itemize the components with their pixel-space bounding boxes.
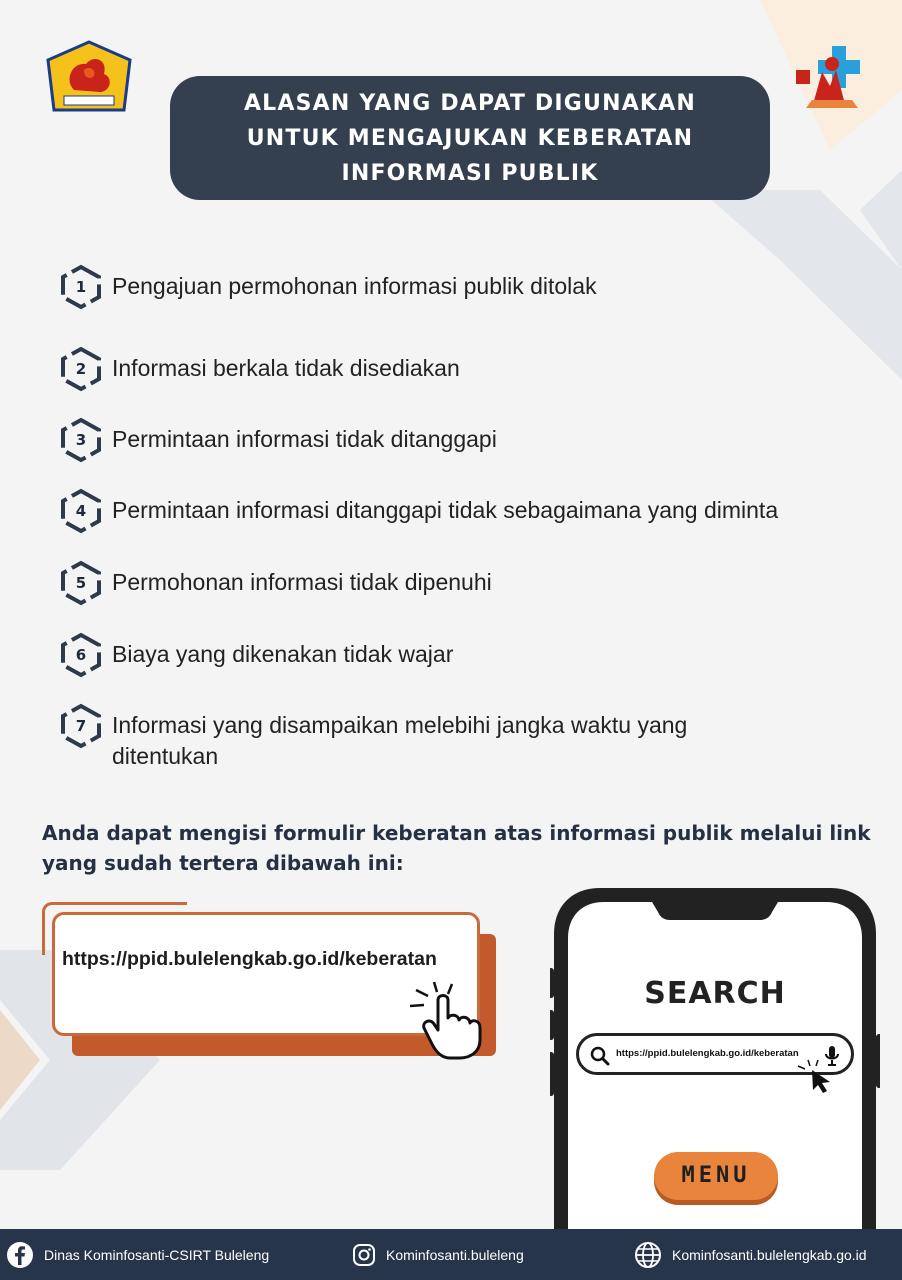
keberatan-link[interactable]: https://ppid.bulelengkab.go.id/keberatan xyxy=(62,948,437,970)
hexagon-badge-icon xyxy=(58,346,104,392)
reason-text: Pengajuan permohonan informasi publik ditolak xyxy=(112,273,597,299)
reason-item-6 xyxy=(58,632,888,678)
reason-number: 1 xyxy=(75,278,87,296)
instruction-text: Anda dapat mengisi formulir keberatan atas informasi publik melalui link yang sudah tertera dibawah ini: xyxy=(42,821,871,875)
header-line-2: UNTUK MENGAJUKAN KEBERATAN xyxy=(246,125,694,151)
footer-instagram-label: Kominfosanti.buleleng xyxy=(386,1246,524,1263)
ppid-logo xyxy=(792,42,872,114)
hexagon-badge-icon xyxy=(58,264,104,310)
header-line-1: ALASAN YANG DAPAT DIGUNAKAN xyxy=(243,90,697,116)
reason-number: 6 xyxy=(75,646,87,664)
reason-item-4 xyxy=(58,488,888,534)
header-line-3: INFORMASI PUBLIK xyxy=(341,160,599,186)
footer-facebook-label: Dinas Kominfosanti-CSIRT Buleleng xyxy=(44,1246,270,1263)
buleleng-logo xyxy=(44,40,134,116)
hexagon-badge-icon xyxy=(58,417,104,463)
instagram-icon xyxy=(352,1243,376,1267)
reason-item-3 xyxy=(58,417,888,463)
reason-text: Biaya yang dikenakan tidak wajar xyxy=(112,641,454,667)
header-title-box xyxy=(170,76,770,200)
hexagon-badge-icon xyxy=(58,632,104,678)
search-icon[interactable] xyxy=(590,1046,610,1066)
reason-item-1 xyxy=(58,264,888,310)
reason-number: 3 xyxy=(75,431,87,449)
reason-item-5 xyxy=(58,560,888,606)
reason-text: Informasi berkala tidak disediakan xyxy=(112,355,460,381)
footer-facebook[interactable] xyxy=(6,1229,269,1280)
reason-text: Permintaan informasi tidak ditanggapi xyxy=(112,426,497,452)
reason-number: 7 xyxy=(75,717,87,735)
hexagon-badge-icon xyxy=(58,560,104,606)
reason-number: 2 xyxy=(75,360,87,378)
hexagon-badge-icon xyxy=(58,703,104,749)
reason-text: Permohonan informasi tidak dipenuhi xyxy=(112,569,492,595)
pointing-hand-icon xyxy=(404,972,496,1060)
search-input-value[interactable]: https://ppid.bulelengkab.go.id/keberatan xyxy=(616,1048,799,1059)
reason-text: Informasi yang disampaikan melebihi jangka waktu yang ditentukan xyxy=(112,712,688,769)
globe-icon xyxy=(634,1241,662,1269)
reason-item-7 xyxy=(58,703,758,772)
cursor-icon xyxy=(796,1058,836,1094)
reason-number: 5 xyxy=(75,574,87,592)
menu-button[interactable]: MENU xyxy=(654,1152,778,1200)
hexagon-badge-icon xyxy=(58,488,104,534)
footer xyxy=(0,1229,902,1280)
footer-website[interactable] xyxy=(634,1229,867,1280)
reason-text: Permintaan informasi ditanggapi tidak sebagaimana yang diminta xyxy=(112,497,779,523)
search-title: SEARCH xyxy=(644,976,786,1011)
reason-number: 4 xyxy=(75,502,87,520)
facebook-icon xyxy=(6,1241,34,1269)
footer-instagram[interactable] xyxy=(352,1229,524,1280)
footer-website-label: Kominfosanti.bulelengkab.go.id xyxy=(672,1246,867,1263)
reason-item-2 xyxy=(58,346,888,392)
